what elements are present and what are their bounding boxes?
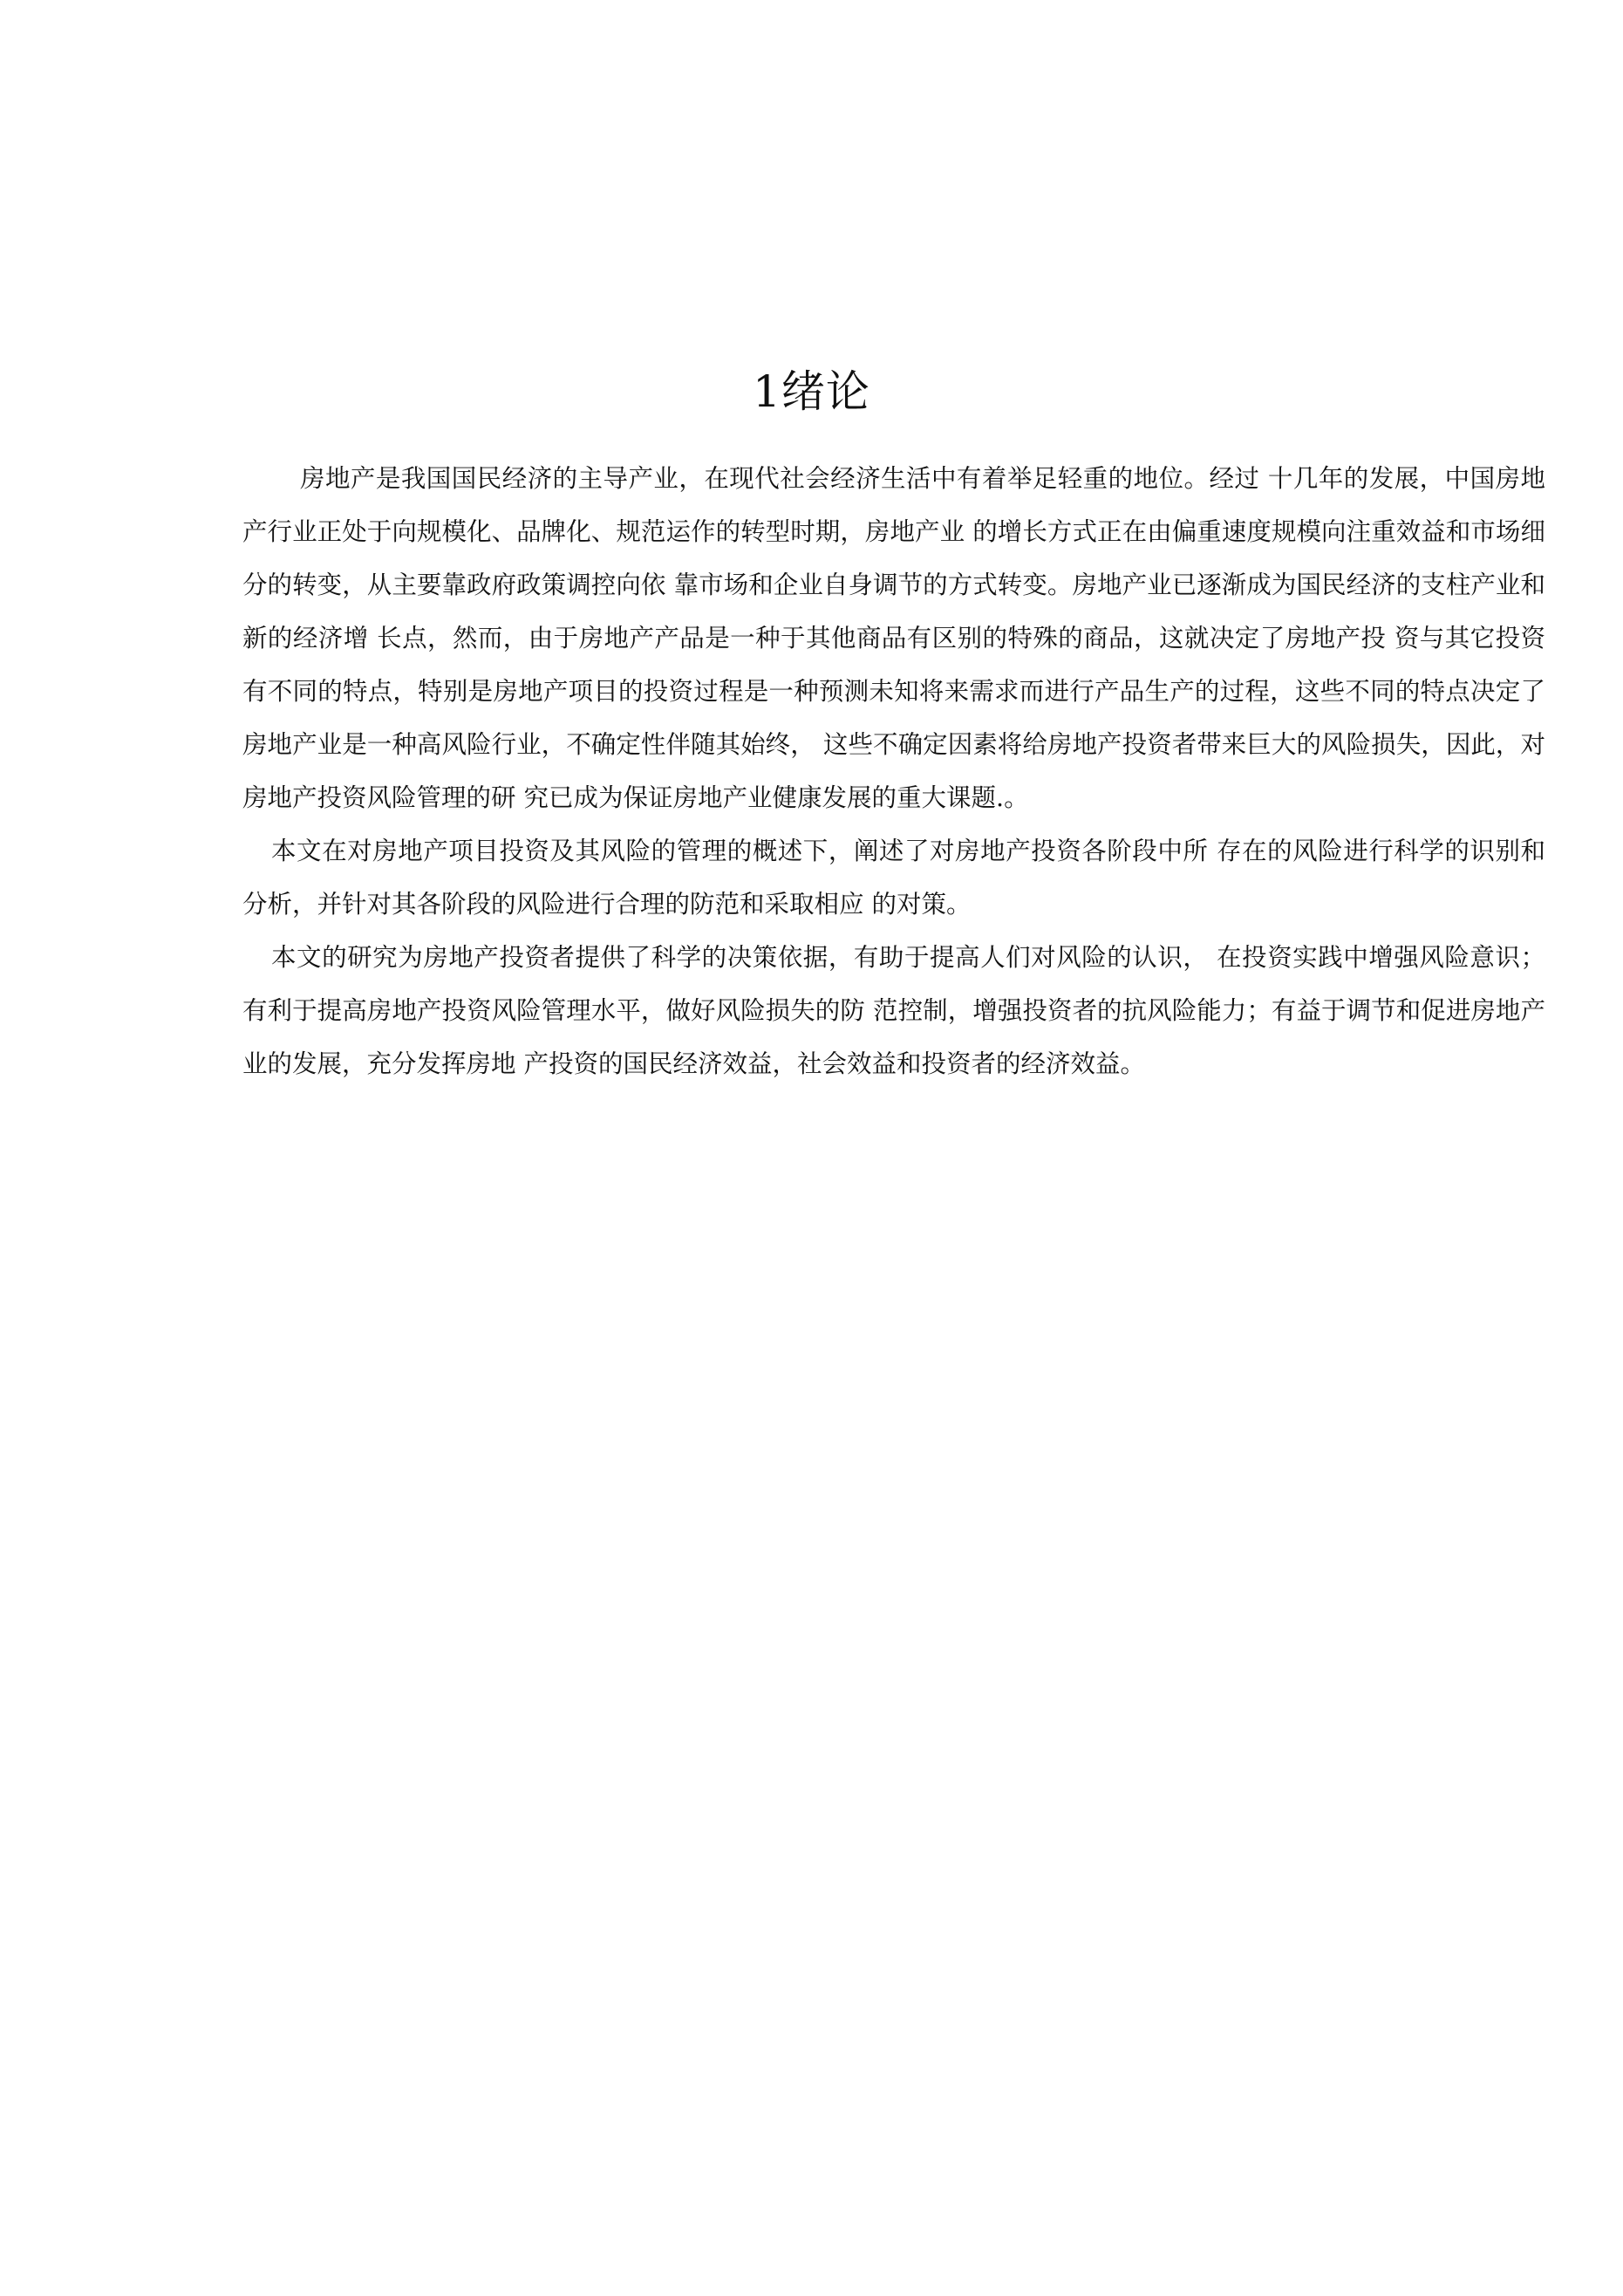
paragraph: 房地产是我国国民经济的主导产业，在现代社会经济生活中有着举足轻重的地位。经过 十几年的发展，中国房地产行业正处于向规模化、品牌化、规范运作的转型时期，房地产业 的增长方式正在由偏重速度规模向注重效益和市场细分的转变，从主要靠政府政策调控向依 靠市场和企业自身调节的方式转变。房地产业已逐渐成为国民经济的支柱产业和新的经济增 长点，然而，由于房地产产品是一种于其他商品有区别的特殊的商品，这就决定了房地产投 资与其它投资有不同的特点，特别是房地产项目的投资过程是一种预测未知将来需求而进行产品生产的过程，这些不同的特点决定了房地产业是一种高风险行业，不确定性伴随其始终， 这些不确定因素将给房地产投资者带来巨大的风险损失，因此，对房地产投资风险管理的研 究已成为保证房地产业健康发展的重大课题.。 [242, 464, 1545, 812]
paragraph: 本文的研究为房地产投资者提供了科学的决策依据，有助于提高人们对风险的认识， 在投资实践中增强风险意识；有利于提高房地产投资风险管理水平，做好风险损失的防 范控制，增强投资者的抗风险能力；有益于调节和促进房地产业的发展，充分发挥房地 产投资的国民经济效益，社会效益和投资者的经济效益。 [242, 943, 1545, 1078]
paragraph: 本文在对房地产项目投资及其风险的管理的概述下，阐述了对房地产投资各阶段中所 存在的风险进行科学的识别和分析，并针对其各阶段的风险进行合理的防范和采取相应 的对策。 [242, 837, 1545, 919]
chapter-title: 1绪论 [753, 366, 870, 417]
document-body [242, 452, 1545, 1090]
